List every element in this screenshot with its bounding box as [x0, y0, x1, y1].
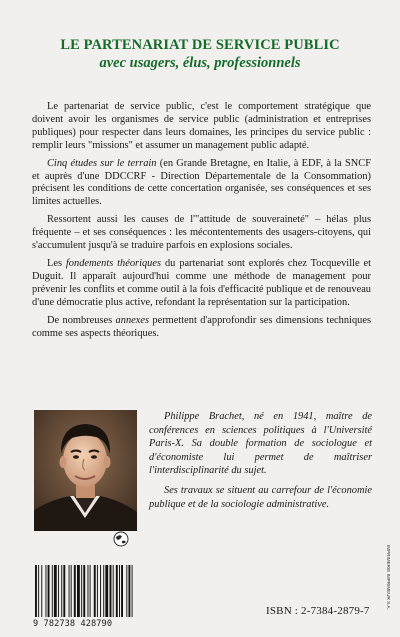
summary-paragraph-4 — [32, 258, 371, 310]
portrait-photo-icon — [34, 410, 137, 531]
annexes-italic: annexes — [115, 314, 150, 326]
globe-logo-icon — [113, 531, 129, 547]
book-title: LE PARTENARIAT DE SERVICE PUBLIC — [60, 37, 340, 53]
author-portrait — [34, 410, 137, 531]
author-bio — [149, 410, 372, 517]
field-studies-text: (en Grande Bretagne, en Italie, à EDF, à la SNCF et auprès d'une DDCCRF - Direction Départementale de la Consommation) précisent les conditions de cette concertation organisée, ses conséquences et ses limites actuelles. — [32, 157, 371, 208]
summary-paragraph-2 — [32, 158, 371, 210]
summary-paragraph-1: Le partenariat de service public, c'est le comportement stratégique que doivent avoir les organismes de service public (administration et entreprises publiques) pour respecter dans leurs domaines, les principes du service public : remplir leurs "missions" et assumer un management public adapté. — [32, 101, 371, 151]
foundations-text: du partenariat sont explorés chez Tocqueville et Duguit. Il apparaît aujourd'hui comme une méthode de management pour prévenir les conflits et comme outil à la fois d'efficacité publique et de renouveau d'une démocratie plus active, refondant la représentation sur la participation. — [32, 257, 371, 308]
printer-credit: IMPRIMERIE IMPRIMEUR S.A. — [386, 545, 391, 610]
author-bio-paragraph-2: Ses travaux se situent au carrefour de l'économie publique et de la sociologie administrative. — [149, 484, 372, 510]
book-subtitle: avec usagers, élus, professionnels — [99, 55, 301, 71]
foundations-lead: Les — [47, 257, 66, 269]
summary-text — [32, 101, 371, 345]
field-studies-italic: Cinq études sur le terrain — [47, 157, 157, 169]
foundations-italic: fondements théoriques — [65, 257, 162, 269]
barcode-icon — [33, 565, 165, 617]
barcode-number: 9 782738 428790 — [33, 619, 113, 629]
isbn-number: ISBN : 2-7384-2879-7 — [266, 605, 370, 617]
annexes-lead: De nombreuses — [47, 314, 116, 326]
summary-paragraph-3: Ressortent aussi les causes de l'"attitude de souveraineté" – hélas plus fréquente – et ses conséquences : les mécontentements des usagers-citoyens, qui s'accumulent jusqu'à se traduire parfois en explosions sociales. — [32, 214, 371, 252]
author-bio-paragraph-1: Philippe Brachet, né en 1941, maître de conférences en sciences politiques à l'Université Paris-X. Sa double formation de sociologue et d'économiste lui permet de maîtriser l'interdisciplinarité du sujet. — [149, 411, 372, 477]
summary-paragraph-5 — [32, 315, 371, 341]
annexes-text: permettent d'approfondir ses dimensions techniques comme ses aspects théoriques. — [32, 314, 371, 339]
